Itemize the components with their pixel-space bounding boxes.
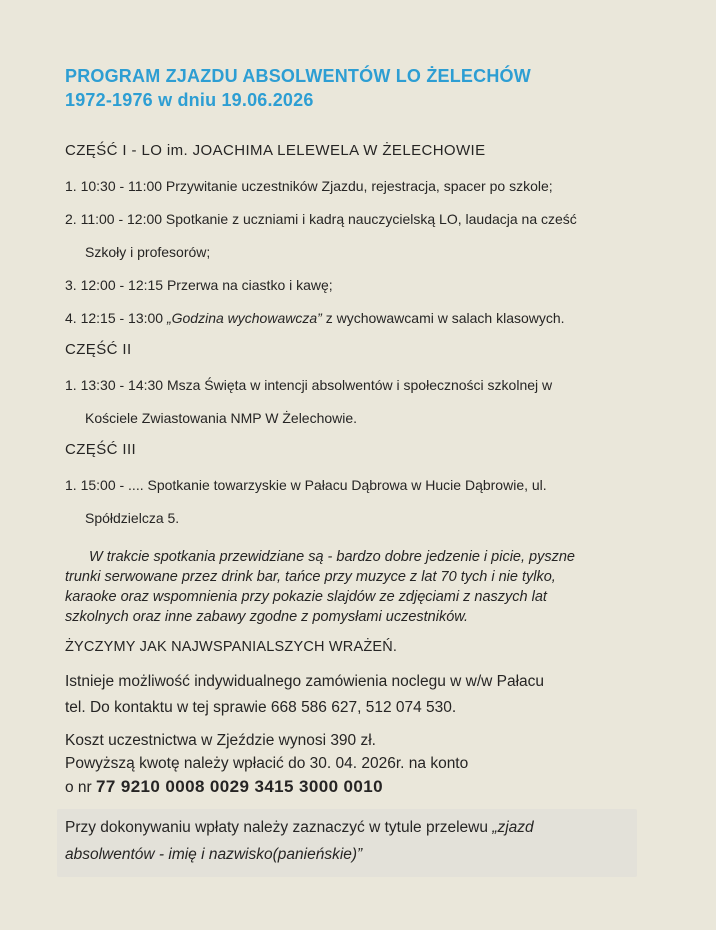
section-heading: CZĘŚĆ III [65,441,137,458]
account-line [65,775,660,799]
section-heading: CZĘŚĆ II [65,341,132,358]
document-title-line1: PROGRAM ZJAZDU ABSOLWENTÓW LO ŻELECHÓW [65,66,531,86]
lodging-paragraph: Istnieje możliwość indywidualnego zamówienia noclegu w w/w Pałacu tel. Do kontaktu w tej sprawie 668 586 627, 512 074 530. [65,673,545,716]
program-sections [65,138,660,535]
attractions-paragraph: W trakcie spotkania przewidziane są - bardzo dobre jedzenie i picie, pyszne trunki serwowane przez drink bar, tańce przy muzyce z lat 70 tych i nie tylko, karaoke oraz wspomnienia przy pokazie slajdów ze zdjęciami z naszych lat szkolnych oraz inne zabawy zgodne z pomysłami uczestników. [65,549,575,625]
program-item: 1. 15:00 - .... Spotkanie towarzyskie w Pałacu Dąbrowa w Hucie Dąbrowie, ul. Spółdzielcza 5. [65,477,547,526]
cost-paragraph [65,729,660,799]
cost-line1: Koszt uczestnictwa w Zjeździe wynosi 390 zł. [65,732,376,749]
cost-line2: Powyższą kwotę należy wpłacić do 30. 04. 2026r. na konto [65,755,469,772]
program-item: 2. 11:00 - 12:00 Spotkanie z uczniami i kadrą nauczycielską LO, laudacja na cześć Szkoły i profesorów; [65,211,577,260]
program-item: 1. 13:30 - 14:30 Msza Święta w intencji absolwentów i społeczności szkolnej w Kościele Zwiastowania NMP W Żelechowie. [65,377,553,426]
program-item: 1. 10:30 - 11:00 Przywitanie uczestników Zjazdu, rejestracja, spacer po szkole; [65,178,553,194]
wishes-line: ŻYCZYMY JAK NAJWSPANIALSZYCH WRAŻEŃ. [65,639,398,655]
payment-title-note: Przy dokonywaniu wpłaty należy zaznaczyć w tytule przelewu „zjazd absolwentów - imię i nazwisko(panieńskie)” [57,809,637,877]
account-prefix: o nr [65,779,97,796]
document-title [65,64,660,112]
section-heading: CZĘŚĆ I - LO im. JOACHIMA LELEWELA W ŻELECHOWIE [65,142,486,159]
program-item: 3. 12:00 - 12:15 Przerwa na ciastko i kawę; [65,277,333,293]
document-title-line2: 1972-1976 w dniu 19.06.2026 [65,90,314,110]
account-number: 77 9210 0008 0029 3415 3000 0010 [96,777,383,796]
program-item: 4. 12:15 - 13:00 „Godzina wychowawcza” z wychowawcami w salach klasowych. [65,310,565,326]
